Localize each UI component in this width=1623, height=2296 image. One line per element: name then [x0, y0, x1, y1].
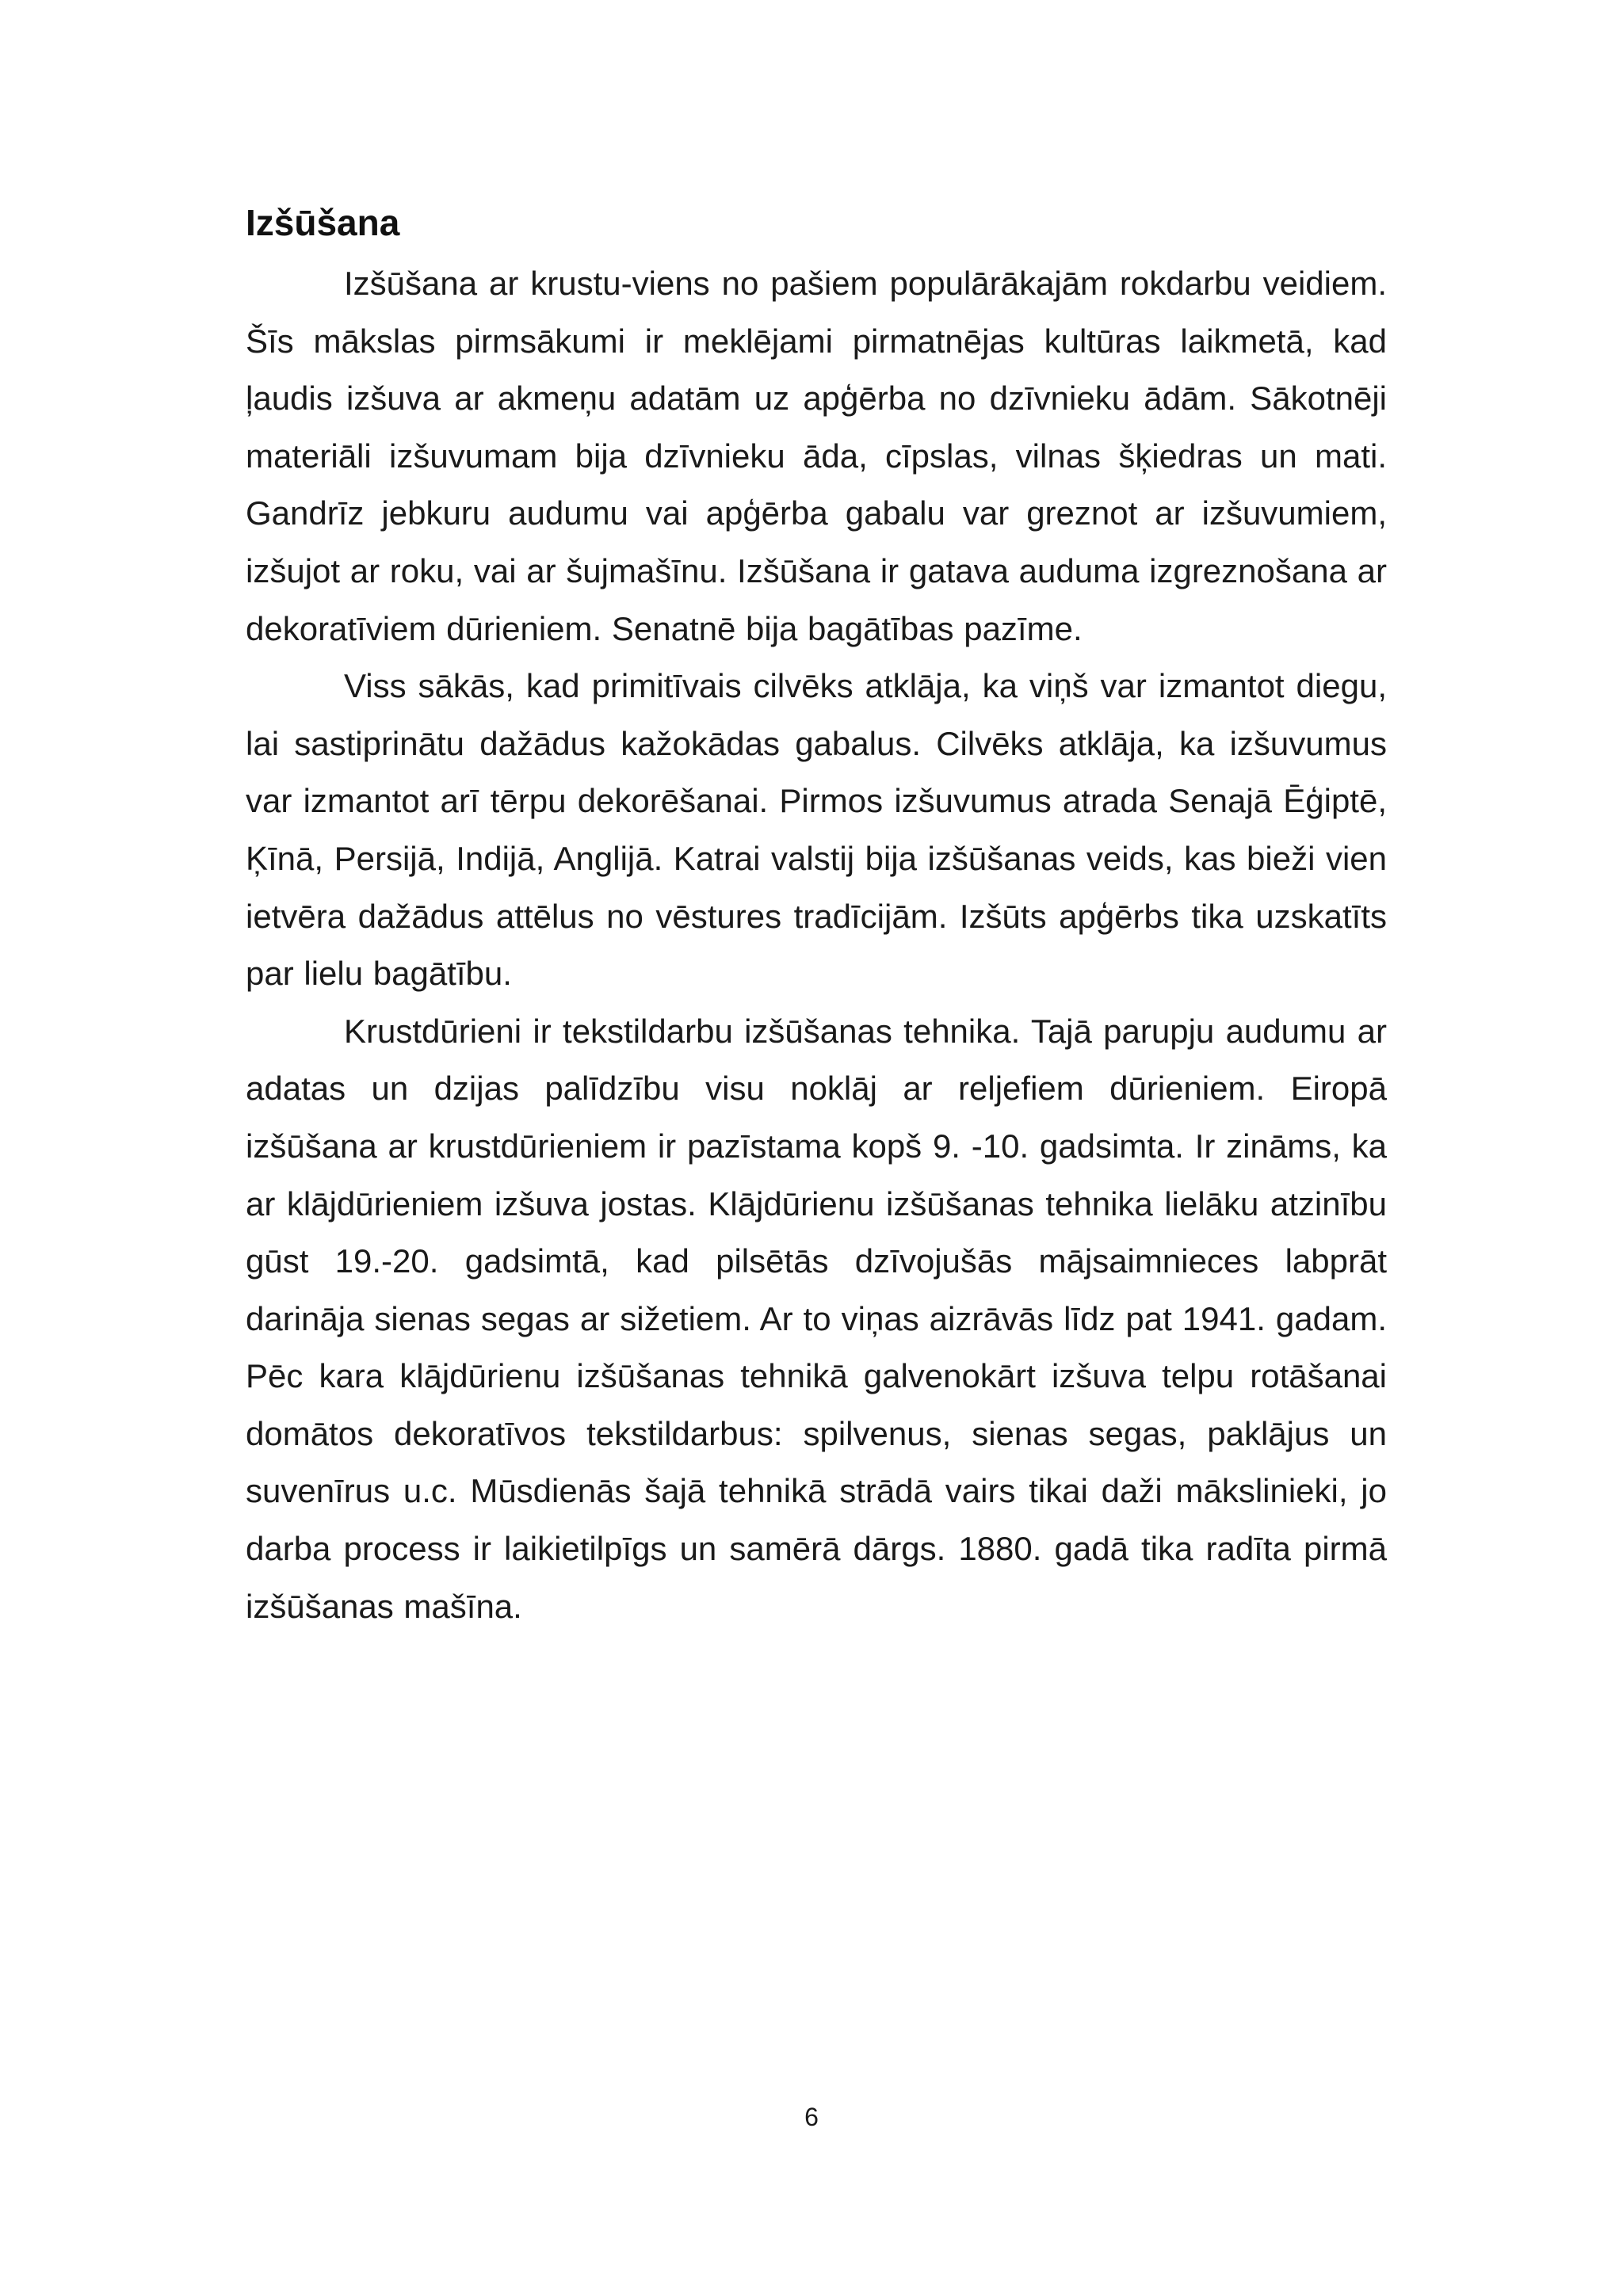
- page-number: 6: [804, 2103, 819, 2131]
- paragraph-cross-stitch: Krustdūrieni ir tekstildarbu izšūšanas tehnika. Tajā parupju audumu ar adatas un dzijas palīdzību visu noklāj ar reljefiem dūrieniem. Eiropā izšūšana ar krustdūrieniem ir pazīstama kopš 9. -10. gadsimta. Ir zināms, ka ar klājdūrieniem izšuva jostas. Klājdūrienu izšūšanas tehnika lielāku atzinību gūst 19.-20. gadsimtā, kad pilsētās dzīvojušās mājsaimnieces labprāt darināja sienas segas ar sižetiem. Ar to viņas aizrāvās līdz pat 1941. gadam. Pēc kara klājdūrienu izšūšanas tehnikā galvenokārt izšuva telpu rotāšanai domātos dekoratīvos tekstildarbus: spilvenus, sienas segas, paklājus un suvenīrus u.c. Mūsdienās šajā tehnikā strādā vairs tikai daži mākslinieki, jo darba process ir laikietilpīgs un samērā dārgs. 1880. gadā tika radīta pirmā izšūšanas mašīna.: [246, 1012, 1387, 1625]
- paragraph-origins: Viss sākās, kad primitīvais cilvēks atklāja, ka viņš var izmantot diegu, lai sastiprinātu dažādus kažokādas gabalus. Cilvēks atklāja, ka izšuvumus var izmantot arī tērpu dekorēšanai. Pirmos izšuvumus atrada Senajā Ēģiptē, Ķīnā, Persijā, Indijā, Anglijā. Katrai valstij bija izšūšanas veids, kas bieži vien ietvēra dažādus attēlus no vēstures tradīcijām. Izšūts apģērbs tika uzskatīts par lielu bagātību.: [246, 667, 1387, 993]
- page-content: [246, 198, 1387, 1635]
- paragraph-history: Izšūšana ar krustu-viens no pašiem populārākajām rokdarbu veidiem. Šīs mākslas pirmsākumi ir meklējami pirmatnējas kultūras laikmetā, kad ļaudis izšuva ar akmeņu adatām uz apģērba no dzīvnieku ādām. Sākotnēji materiāli izšuvumam bija dzīvnieku āda, cīpslas, vilnas šķiedras un mati. Gandrīz jebkuru audumu vai apģērba gabalu var greznot ar izšuvumiem, izšujot ar roku, vai ar šujmašīnu. Izšūšana ir gatava auduma izgreznošana ar dekoratīviem dūrieniem. Senatnē bija bagātības pazīme.: [246, 265, 1387, 647]
- section-title: Izšūšana: [246, 202, 400, 243]
